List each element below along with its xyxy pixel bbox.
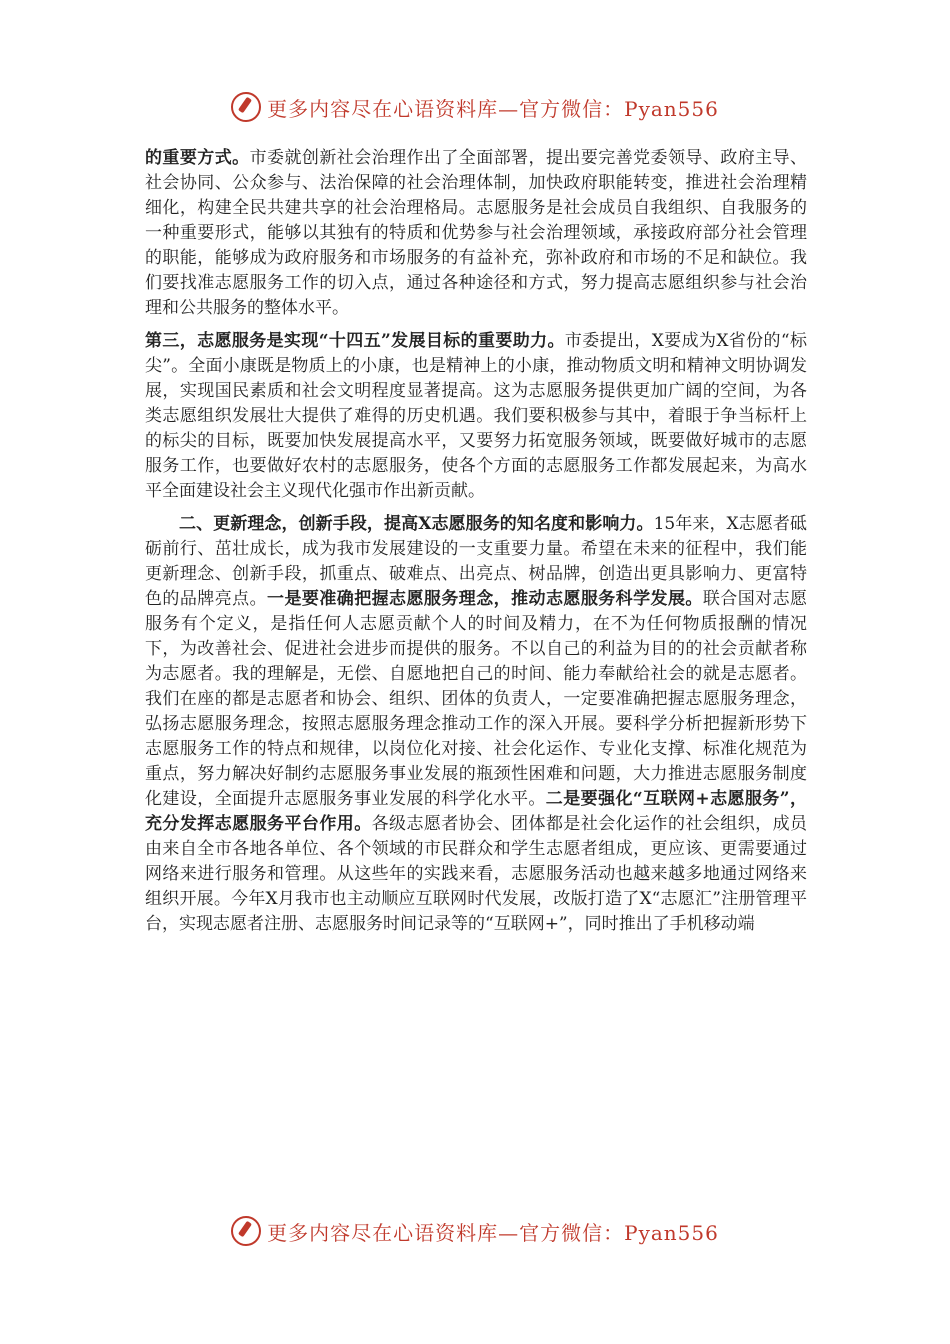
footer-banner-text: 更多内容尽在心语资料库—官方微信：Pyan556: [267, 1221, 719, 1245]
paragraph: [145, 329, 807, 504]
text-run: 市委提出，X要成为X省份的“标尖”。全面小康既是物质上的小康，也是精神上的小康，推动物质文明和精神文明协调发展，实现国民素质和社会文明程度显著提高。这为志愿服务提供更加广阔的空间，为各类志愿组织发展壮大提供了难得的历史机遇。我们要积极参与其中，着眼于争当标杆上的标尖的目标，既要加快发展提高水平，又要努力拓宽服务领域，既要做好城市的志愿服务工作，也要做好农村的志愿服务，使各个方面的志愿服务工作都发展起来，为高水平全面建设社会主义现代化强市作出新贡献。: [145, 331, 807, 501]
bold-run: 一是要准确把握志愿服务理念，推动志愿服务科学发展。: [267, 589, 703, 609]
pen-logo-icon: [231, 92, 261, 122]
text-run: 市委就创新社会治理作出了全面部署，提出要完善党委领导、政府主导、社会协同、公众参与、法治保障的社会治理体制，加快政府职能转变，推进社会治理精细化，构建全民共建共享的社会治理格局。志愿服务是社会成员自我组织、自我服务的一种重要形式，能够以其独有的特质和优势参与社会治理领域，承接政府部分社会管理的职能，能够成为政府服务和市场服务的有益补充，弥补政府和市场的不足和缺位。我们要找准志愿服务工作的切入点，通过各种途径和方式，努力提高志愿组织参与社会治理和公共服务的整体水平。: [145, 148, 808, 318]
header-banner-text: 更多内容尽在心语资料库—官方微信：Pyan556: [267, 97, 719, 121]
footer-banner: [0, 1216, 950, 1246]
bold-run: 二是要强化“互联网+志愿服务”，充分发挥志愿服务平台作用。: [145, 789, 807, 834]
text-run: 联合国对志愿服务有个定义，是指任何人志愿贡献个人的时间及精力，在不为任何物质报酬的情况下，为改善社会、促进社会进步而提供的服务。不以自己的利益为目的的社会贡献者称为志愿者。我的理解是，无偿、自愿地把自己的时间、能力奉献给社会的就是志愿者。我们在座的都是志愿者和协会、组织、团体的负责人，一定要准确把握志愿服务理念，弘扬志愿服务理念，按照志愿服务理念推动工作的深入开展。要科学分析把握新形势下志愿服务工作的特点和规律，以岗位化对接、社会化运作、专业化支撑、标准化规范为重点，努力解决好制约志愿服务事业发展的瓶颈性困难和问题，大力推进志愿服务制度化建设，全面提升志愿服务事业发展的科学化水平。: [145, 589, 808, 809]
text-run: 15年来，X志愿者砥砺前行、茁壮成长，成为我市发展建设的一支重要力量。希望在未来的征程中，我们能更新理念、创新手段，抓重点、破难点、出亮点、树品牌，创造出更具影响力、更富特色的品牌亮点。: [145, 514, 807, 609]
pen-logo-icon: [231, 1216, 261, 1246]
header-banner: [0, 92, 950, 122]
bold-run: 的重要方式。: [145, 148, 250, 168]
bold-run: 二、更新理念，创新手段，提高X志愿服务的知名度和影响力。: [179, 514, 654, 534]
text-run: 各级志愿者协会、团体都是社会化运作的社会组织，成员由来自全市各地各单位、各个领域的市民群众和学生志愿者组成，更应该、更需要通过网络来进行服务和管理。从这些年的实践来看，志愿服务活动也越来越多地通过网络来组织开展。今年X月我市也主动顺应互联网时代发展，改版打造了X“志愿汇”注册管理平台，实现志愿者注册、志愿服务时间记录等的“互联网+”，同时推出了手机移动端: [145, 814, 808, 934]
document-body: [145, 146, 807, 937]
paragraph: [145, 512, 807, 937]
bold-run: 第三，志愿服务是实现“十四五”发展目标的重要助力。: [145, 331, 565, 351]
paragraph: [145, 146, 807, 321]
